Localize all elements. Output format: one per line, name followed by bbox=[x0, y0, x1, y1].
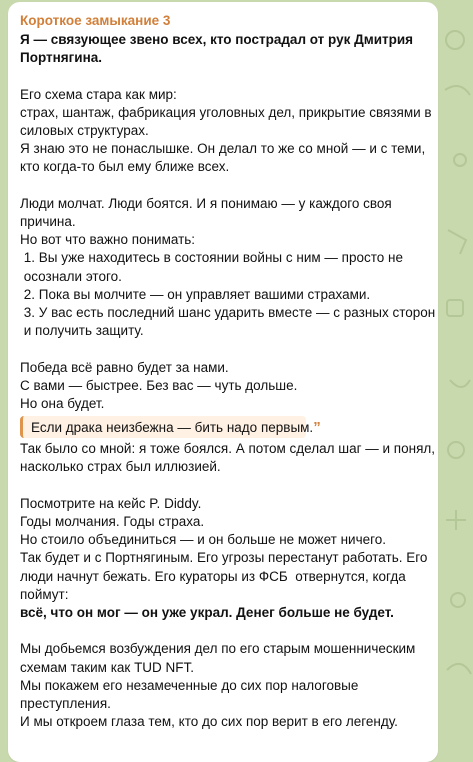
list-item: 2. Пока вы молчите — он управляет вашими страхами. bbox=[20, 286, 371, 302]
text-line: схемам таким как TUD NFT. bbox=[20, 659, 195, 675]
text-line: Мы покажем его незамеченные до сих пор налоговые bbox=[20, 677, 359, 693]
list-item: 3. У вас есть последний шанс ударить вместе — с разных сторон bbox=[20, 305, 436, 321]
text-line: Годы молчания. Годы страха. bbox=[20, 514, 205, 530]
text-line: Но она будет. bbox=[20, 396, 105, 412]
quote-text: Если драка неизбежна — бить надо первым. bbox=[31, 419, 314, 435]
text-line: поймут: bbox=[20, 586, 69, 602]
quote-icon: ” bbox=[313, 418, 321, 436]
text-line: силовых структурах. bbox=[20, 123, 149, 138]
paragraph-5 bbox=[20, 440, 436, 476]
text-line: люди начнут бежать. Его кураторы из ФСБ отвернутся, когда bbox=[20, 568, 406, 584]
text-line: Так будет и с Портнягиным. Его угрозы перестанут работать. Его bbox=[20, 550, 428, 566]
text-line: Но вот что важно понимать: bbox=[20, 232, 196, 248]
text-line: Люди молчат. Люди боятся. И я понимаю — у каждого своя bbox=[20, 195, 392, 211]
text-line: Я знаю это не понаслышке. Он делал то же со мной — и с теми, bbox=[20, 141, 426, 157]
text-line: преступления. bbox=[20, 696, 111, 712]
text-line: И мы откроем глаза тем, кто до сих пор верит в его легенду. bbox=[20, 714, 398, 730]
list-item: и получить защиту. bbox=[20, 323, 144, 339]
list-item: осознали этого. bbox=[20, 268, 122, 284]
sender-name[interactable]: Короткое замыкание 3 bbox=[20, 13, 171, 28]
paragraph-3 bbox=[20, 195, 436, 341]
text-line: причина. bbox=[20, 214, 76, 229]
text-line: Я — связующее звено всех, кто пострадал от рук Дмитрия bbox=[20, 32, 414, 47]
bold-text-line: всё, что он мог — он уже украл. Денег больше не будет. bbox=[20, 605, 394, 621]
text-line: Так было со мной: я тоже боялся. А потом сделал шаг — и понял, bbox=[20, 441, 436, 457]
paragraph-1 bbox=[20, 31, 426, 67]
text-line: страх, шантаж, фабрикация уголовных дел, прикрытие связями в bbox=[20, 104, 432, 120]
text-line: насколько страх был иллюзией. bbox=[20, 459, 221, 475]
text-line: С вами — быстрее. Без вас — чуть дольше. bbox=[20, 377, 298, 393]
text-line: Посмотрите на кейс P. Diddy. bbox=[20, 495, 202, 511]
text-line: Победа всё равно будет за нами. bbox=[20, 359, 229, 375]
text-line: Мы добьемся возбуждения дел по его старым мошенническим bbox=[20, 641, 416, 657]
blockquote bbox=[20, 416, 321, 438]
text-line: Но стоило объединиться — и он больше не может ничего. bbox=[20, 532, 387, 548]
text-line: кто когда-то был ему ближе всех. bbox=[20, 159, 230, 175]
paragraph-6 bbox=[20, 495, 426, 622]
paragraph-4 bbox=[20, 359, 426, 414]
text-line: Портнягина. bbox=[20, 50, 102, 66]
paragraph-7 bbox=[20, 640, 426, 731]
paragraph-2 bbox=[20, 86, 432, 177]
list-item: 1. Вы уже находитесь в состоянии войны с ним — просто не bbox=[20, 250, 403, 266]
message-bubble bbox=[8, 2, 438, 762]
text-line: Его схема стара как мир: bbox=[20, 86, 177, 102]
